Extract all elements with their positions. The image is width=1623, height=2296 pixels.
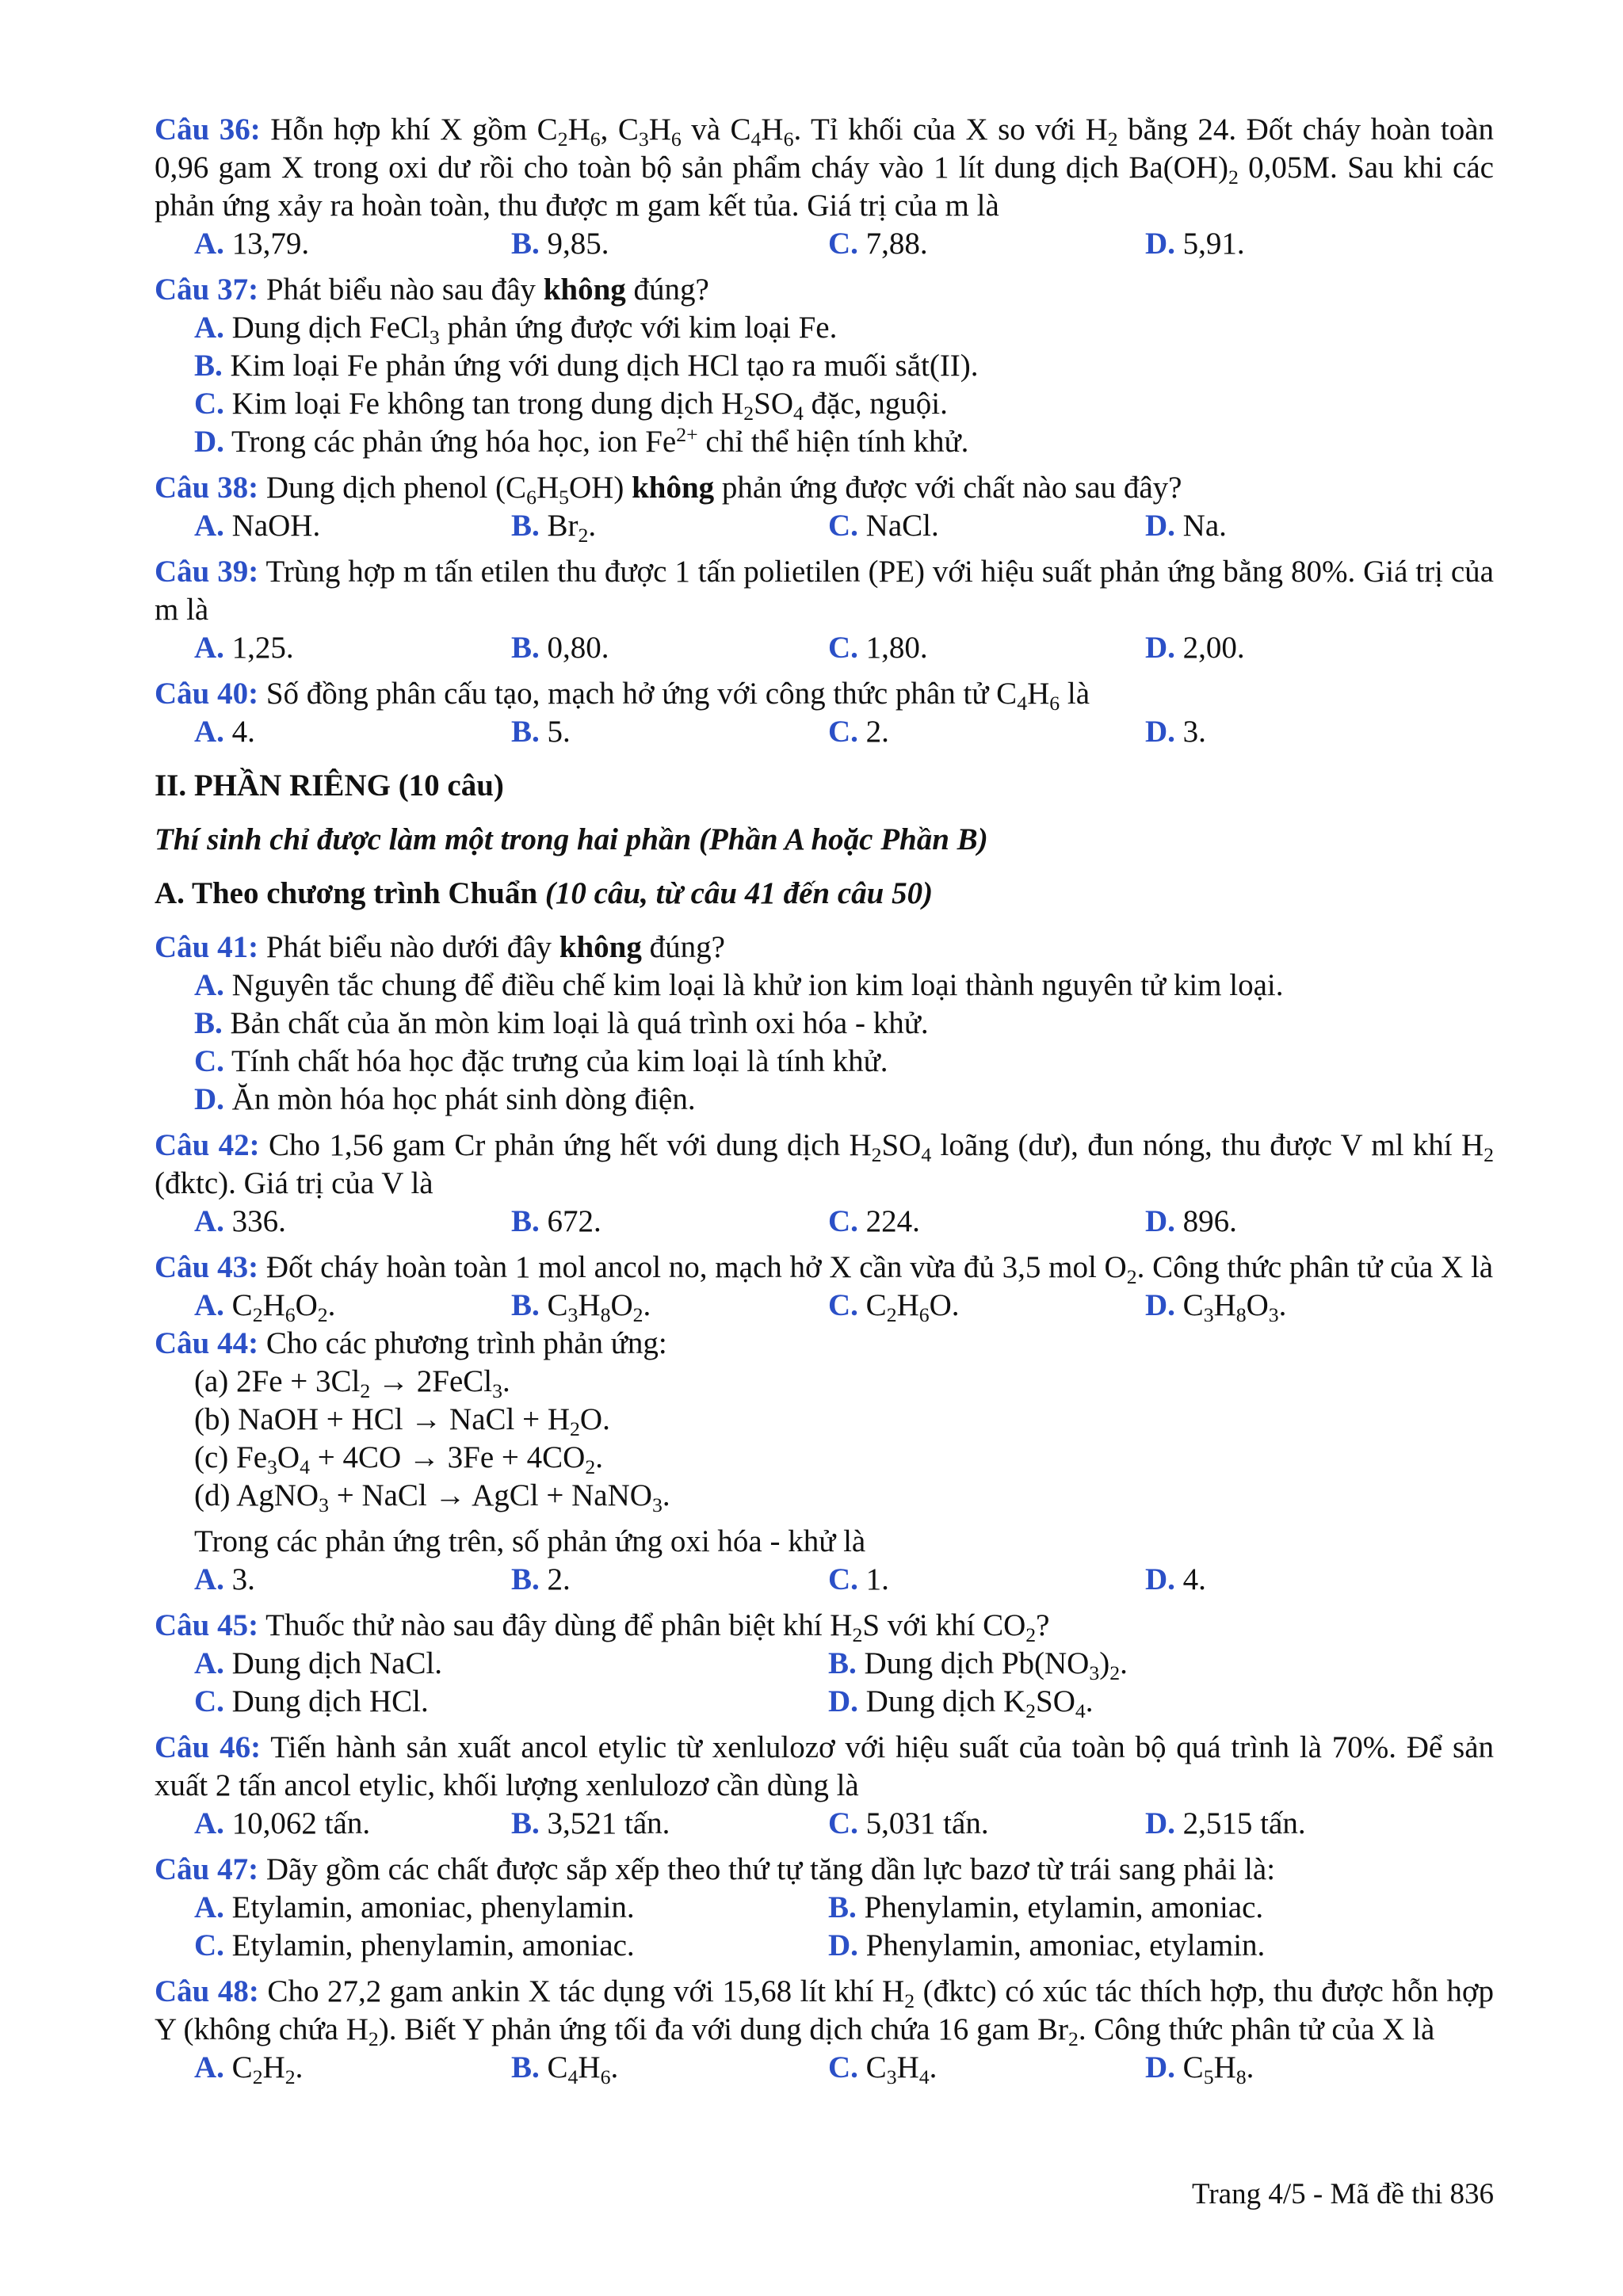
option-a[interactable]: A. 4. <box>194 715 255 749</box>
option-b[interactable]: B. 0,80. <box>511 631 609 665</box>
option-c[interactable]: C. 2. <box>828 715 889 749</box>
option-b[interactable]: B. 9,85. <box>511 227 609 261</box>
reaction-b: (b) NaOH + HCl → NaCl + $H_2O$. <box>194 1402 610 1440</box>
option-d[interactable]: D. 3. <box>1145 715 1206 749</box>
option-c[interactable]: C. 7,88. <box>828 227 928 261</box>
question-label: Câu 44: <box>155 1326 259 1360</box>
question-label: Câu 36: <box>155 113 261 147</box>
option-a[interactable]: A. Nguyên tắc chung để điều chế kim loại là khử ion kim loại thành nguyên tử kim loại. <box>194 968 1284 1002</box>
option-d[interactable]: D. 2,00. <box>1145 631 1245 665</box>
option-d[interactable]: D. Ăn mòn hóa học phát sinh dòng điện. <box>194 1082 696 1116</box>
option-c[interactable]: C. Tính chất hóa học đặc trưng của kim loại là tính khử. <box>194 1044 888 1078</box>
question-label: Câu 47: <box>155 1852 259 1886</box>
option-d[interactable]: D. 2,515 tấn. <box>1145 1806 1306 1840</box>
answer-options <box>194 1645 1494 1721</box>
option-a[interactable]: A. 3. <box>194 1562 255 1596</box>
reaction-c: (c) $Fe_3O_4 + 4CO \to 3Fe + 4CO_2$. <box>194 1440 603 1478</box>
question-36: Câu 36: Hỗn hợp khí X gồm $C_2H_6$, $C_3H_6$ và $C_4H_6$. Tỉ khối của X so với $H_2$ bằng 24. Đốt cháy hoàn toàn 0,96 gam X trong oxi dư rồi cho toàn bộ sản phẩm cháy vào 1 lít dung dịch $Ba(OH)_2$ 0,05M. Sau khi các phản ứng xảy ra hoàn toàn, thu được m gam kết tủa. Giá trị của m là <box>155 113 1495 223</box>
question-48: Câu 48: Cho 27,2 gam ankin X tác dụng với 15,68 lít khí $H_2$ (đktc) có xúc tác thích hợp, thu được hỗn hợp Y (không chứa $H_2$). Biết Y phản ứng tối đa với dung dịch chứa 16 gam $Br_2$. Công thức phân tử của X là <box>155 1974 1495 2050</box>
question-label: Câu 39: <box>155 555 259 589</box>
option-a[interactable]: A. 13,79. <box>194 227 310 261</box>
section-title: II. PHẦN RIÊNG (10 câu) <box>155 769 504 803</box>
question-label: Câu 46: <box>155 1730 262 1764</box>
option-b[interactable]: B. $C_3H_8O_2$. <box>511 1288 651 1326</box>
option-a[interactable]: A. 10,062 tấn. <box>194 1806 371 1840</box>
option-b[interactable]: B. Kim loại Fe phản ứng với dung dịch HCl tạo ra muối sắt(II). <box>194 349 979 383</box>
answer-options <box>194 507 1494 545</box>
option-b[interactable]: B. 2. <box>511 1562 571 1596</box>
question-47: Câu 47: Dãy gồm các chất được sắp xếp theo thứ tự tăng dần lực bazơ từ trái sang phải là: <box>155 1852 1276 1886</box>
answer-options <box>194 1287 1494 1325</box>
option-a[interactable]: A. Dung dịch FeCl$_3$ phản ứng được với kim loại Fe. <box>194 311 838 349</box>
option-b[interactable]: B. $Br_2$. <box>511 509 597 547</box>
question-38: Câu 38: Dung dịch phenol $(C_6H_5OH)$ không phản ứng được với chất nào sau đây? <box>155 471 1182 509</box>
option-d[interactable]: D. Phenylamin, amoniac, etylamin. <box>828 1928 1266 1962</box>
option-b[interactable]: B. 5. <box>511 715 571 749</box>
answer-options <box>194 1805 1494 1843</box>
option-b[interactable]: B. 3,521 tấn. <box>511 1806 670 1840</box>
option-a[interactable]: A. Dung dịch NaCl. <box>194 1646 443 1680</box>
option-c[interactable]: C. $C_2H_6O$. <box>828 1288 960 1326</box>
option-a[interactable]: A. NaOH. <box>194 509 321 543</box>
question-39: Câu 39: Trùng hợp m tấn etilen thu được 1 tấn polietilen (PE) với hiệu suất phản ứng bằng 80%. Giá trị của m là <box>155 555 1494 627</box>
answer-options <box>194 1561 1494 1599</box>
option-b[interactable]: B. Phenylamin, etylamin, amoniac. <box>828 1890 1264 1924</box>
option-d[interactable]: D. $C_3H_8O_3$. <box>1145 1288 1287 1326</box>
question-label: Câu 42: <box>155 1128 260 1162</box>
reaction-d: (d) AgNO$_3$ + NaCl → AgCl + NaNO$_3$. <box>194 1478 670 1516</box>
answer-options <box>194 225 1494 263</box>
question-label: Câu 45: <box>155 1608 259 1642</box>
question-42: Câu 42: Cho 1,56 gam Cr phản ứng hết với dung dịch $H_2SO_4$ loãng (dư), đun nóng, thu được V ml khí $H_2$ (đktc). Giá trị của V là <box>155 1128 1495 1200</box>
option-b[interactable]: B. Dung dịch $Pb(NO_3)_2$. <box>828 1646 1128 1684</box>
option-c[interactable]: C. $C_3H_4$. <box>828 2050 938 2088</box>
question-label: Câu 38: <box>155 471 259 505</box>
question-41: Câu 41: Phát biểu nào dưới đây không đúng? <box>155 930 725 964</box>
question-44-tail: Trong các phản ứng trên, số phản ứng oxi hóa - khử là <box>194 1524 866 1558</box>
part-a-title: A. Theo chương trình Chuẩn (10 câu, từ câu 41 đến câu 50) <box>155 876 934 910</box>
answer-options <box>194 1889 1494 1965</box>
option-d[interactable]: D. $C_5H_8$. <box>1145 2050 1254 2088</box>
question-label: Câu 41: <box>155 930 259 964</box>
option-d[interactable]: D. Na. <box>1145 509 1227 543</box>
option-c[interactable]: C. 1. <box>828 1562 889 1596</box>
option-c[interactable]: C. NaCl. <box>828 509 939 543</box>
answer-options <box>194 2049 1494 2087</box>
option-d[interactable]: D. 5,91. <box>1145 227 1245 261</box>
question-44: Câu 44: Cho các phương trình phản ứng: <box>155 1326 667 1360</box>
question-46: Câu 46: Tiến hành sản xuất ancol etylic từ xenlulozơ với hiệu suất của toàn bộ quá trình là 70%. Để sản xuất 2 tấn ancol etylic, khối lượng xenlulozơ cần dùng là <box>155 1730 1495 1802</box>
option-a[interactable]: A. $C_2H_6O_2$. <box>194 1288 336 1326</box>
answer-options <box>194 1203 1494 1241</box>
question-label: Câu 37: <box>155 273 259 307</box>
question-label: Câu 40: <box>155 677 259 711</box>
answer-options <box>194 629 1494 667</box>
question-45: Câu 45: Thuốc thử nào sau đây dùng để phân biệt khí $H_2S$ với khí $CO_2$? <box>155 1608 1050 1646</box>
page-footer: Trang 4/5 - Mã đề thi 836 <box>1192 2178 1494 2210</box>
option-a[interactable]: A. 1,25. <box>194 631 294 665</box>
option-c[interactable]: C. 5,031 tấn. <box>828 1806 989 1840</box>
option-b[interactable]: B. 672. <box>511 1204 601 1238</box>
option-b[interactable]: B. Bản chất của ăn mòn kim loại là quá trình oxi hóa - khử. <box>194 1006 929 1040</box>
question-37: Câu 37: Phát biểu nào sau đây không đúng? <box>155 273 709 307</box>
exam-page <box>155 111 1494 2087</box>
option-d[interactable]: D. 896. <box>1145 1204 1237 1238</box>
option-b[interactable]: B. $C_4H_6$. <box>511 2050 619 2088</box>
option-a[interactable]: A. 336. <box>194 1204 286 1238</box>
option-c[interactable]: C. Kim loại Fe không tan trong dung dịch $H_2SO_4$ đặc, nguội. <box>194 387 948 425</box>
option-c[interactable]: C. Etylamin, phenylamin, amoniac. <box>194 1928 635 1962</box>
option-c[interactable]: C. 224. <box>828 1204 920 1238</box>
option-d[interactable]: D. Trong các phản ứng hóa học, ion $Fe^{2+}$ chỉ thể hiện tính khử. <box>194 423 969 459</box>
option-a[interactable]: A. Etylamin, amoniac, phenylamin. <box>194 1890 635 1924</box>
option-d[interactable]: D. 4. <box>1145 1562 1206 1596</box>
section-note: Thí sinh chỉ được làm một trong hai phần (Phần A hoặc Phần B) <box>155 822 988 856</box>
option-c[interactable]: C. 1,80. <box>828 631 928 665</box>
question-label: Câu 48: <box>155 1974 259 2008</box>
option-c[interactable]: C. Dung dịch HCl. <box>194 1684 429 1718</box>
question-label: Câu 43: <box>155 1250 259 1284</box>
reaction-a: (a) $2Fe + 3Cl_2$ → 2FeCl$_3$. <box>194 1364 510 1402</box>
question-40: Câu 40: Số đồng phân cấu tạo, mạch hở ứng với công thức phân tử $C_4H_6$ là <box>155 677 1090 715</box>
option-d[interactable]: D. Dung dịch $K_2SO_4$. <box>828 1684 1094 1722</box>
question-43: Câu 43: Đốt cháy hoàn toàn 1 mol ancol no, mạch hở X cần vừa đủ 3,5 mol $O_2$. Công thức phân tử của X là <box>155 1250 1494 1288</box>
option-a[interactable]: A. $C_2H_2$. <box>194 2050 304 2088</box>
answer-options <box>194 713 1494 751</box>
